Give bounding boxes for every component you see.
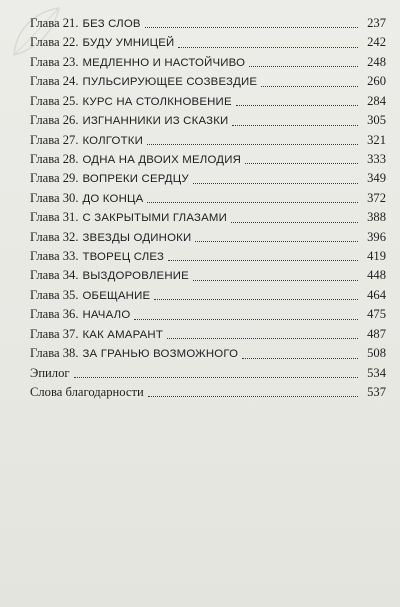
toc-entry-label: Глава 25. bbox=[30, 93, 79, 108]
toc-entry-title: ОДНА НА ДВОИХ МЕЛОДИЯ bbox=[82, 153, 242, 166]
toc-entry-label: Глава 38. bbox=[30, 346, 79, 361]
dot-leader bbox=[193, 279, 358, 281]
toc-page-number: 464 bbox=[367, 287, 386, 302]
toc-page-number: 333 bbox=[367, 151, 386, 166]
toc-page-number: 508 bbox=[367, 346, 386, 361]
toc-entry bbox=[30, 307, 386, 326]
toc-entry bbox=[30, 230, 386, 249]
dot-leader bbox=[242, 357, 358, 359]
toc-entry-title: КОЛГОТКИ bbox=[82, 134, 143, 147]
dot-leader bbox=[168, 259, 358, 261]
dot-leader bbox=[154, 298, 358, 300]
toc-entry bbox=[30, 74, 386, 93]
toc-entry-title: С ЗАКРЫТЫМИ ГЛАЗАМИ bbox=[82, 212, 227, 225]
toc-entry-label: Глава 30. bbox=[30, 190, 79, 205]
toc-page-number: 284 bbox=[367, 93, 386, 108]
toc-entry-label: Глава 24. bbox=[30, 74, 79, 89]
toc-entry-title: КУРС НА СТОЛКНОВЕНИЕ bbox=[82, 95, 232, 108]
toc-entry bbox=[30, 171, 386, 190]
toc-entry-label: Глава 23. bbox=[30, 54, 79, 69]
toc-entry-title: БУДУ УМНИЦЕЙ bbox=[82, 37, 175, 50]
dot-leader bbox=[249, 65, 358, 67]
dot-leader bbox=[193, 182, 358, 184]
toc-entry bbox=[30, 385, 386, 404]
dot-leader bbox=[147, 201, 358, 203]
toc-entry-label: Глава 28. bbox=[30, 151, 79, 166]
toc-entry bbox=[30, 249, 386, 268]
toc-page-number: 534 bbox=[367, 365, 386, 380]
toc-entry-title: ВЫЗДОРОВЛЕНИЕ bbox=[82, 270, 189, 283]
toc-entry-label: Эпилог bbox=[30, 365, 70, 380]
toc-page-number: 248 bbox=[367, 54, 386, 69]
toc-entry bbox=[30, 55, 386, 74]
toc-entry bbox=[30, 133, 386, 152]
toc-entry bbox=[30, 191, 386, 210]
toc-entry-title: КАК АМАРАНТ bbox=[82, 328, 164, 341]
toc-entry-title: МЕДЛЕННО И НАСТОЙЧИВО bbox=[82, 56, 246, 69]
toc-page-number: 396 bbox=[367, 229, 386, 244]
dot-leader bbox=[134, 318, 358, 320]
toc-entry-label: Глава 36. bbox=[30, 307, 79, 322]
toc-entry bbox=[30, 35, 386, 54]
toc-page-number: 487 bbox=[367, 326, 386, 341]
dot-leader bbox=[147, 143, 358, 145]
dot-leader bbox=[236, 104, 358, 106]
toc-entry-label: Глава 26. bbox=[30, 113, 79, 128]
toc-entry-label: Глава 35. bbox=[30, 287, 79, 302]
toc-entry-title: ИЗГНАННИКИ ИЗ СКАЗКИ bbox=[82, 115, 229, 128]
table-of-contents bbox=[30, 16, 386, 404]
toc-page-number: 242 bbox=[367, 35, 386, 50]
dot-leader bbox=[167, 337, 358, 339]
toc-entry bbox=[30, 268, 386, 287]
dot-leader bbox=[178, 46, 358, 48]
toc-entry bbox=[30, 94, 386, 113]
toc-page-number: 260 bbox=[367, 74, 386, 89]
toc-entry-label: Глава 34. bbox=[30, 268, 79, 283]
toc-page-number: 448 bbox=[367, 268, 386, 283]
dot-leader bbox=[148, 395, 358, 397]
toc-entry-title: ЗВЕЗДЫ ОДИНОКИ bbox=[82, 231, 192, 244]
toc-entry-title: ОБЕЩАНИЕ bbox=[82, 289, 151, 302]
toc-entry bbox=[30, 152, 386, 171]
dot-leader bbox=[245, 162, 358, 164]
toc-entry-label: Глава 32. bbox=[30, 229, 79, 244]
toc-entry-title: НАЧАЛО bbox=[82, 309, 131, 322]
toc-entry bbox=[30, 210, 386, 229]
toc-entry bbox=[30, 288, 386, 307]
toc-entry-label: Глава 33. bbox=[30, 249, 79, 264]
toc-page-number: 372 bbox=[367, 190, 386, 205]
toc-page-number: 537 bbox=[367, 385, 386, 400]
toc-entry bbox=[30, 16, 386, 35]
dot-leader bbox=[231, 221, 358, 223]
toc-entry-label: Глава 21. bbox=[30, 16, 79, 30]
toc-page-number: 475 bbox=[367, 307, 386, 322]
toc-entry-label: Глава 27. bbox=[30, 132, 79, 147]
dot-leader bbox=[232, 124, 358, 126]
toc-entry-label: Слова благодарности bbox=[30, 385, 144, 400]
dot-leader bbox=[261, 85, 358, 87]
toc-entry-label: Глава 22. bbox=[30, 35, 79, 50]
dot-leader bbox=[74, 376, 358, 378]
toc-entry-title: ДО КОНЦА bbox=[82, 192, 144, 205]
toc-entry-title: БЕЗ СЛОВ bbox=[82, 18, 141, 30]
toc-entry bbox=[30, 113, 386, 132]
dot-leader bbox=[195, 240, 358, 242]
toc-entry-title: ПУЛЬСИРУЮЩЕЕ СОЗВЕЗДИЕ bbox=[82, 76, 258, 89]
toc-page-number: 419 bbox=[367, 249, 386, 264]
toc-entry bbox=[30, 327, 386, 346]
toc-page-number: 349 bbox=[367, 171, 386, 186]
toc-page-number: 321 bbox=[367, 132, 386, 147]
toc-entry bbox=[30, 366, 386, 385]
toc-entry bbox=[30, 346, 386, 365]
toc-page-number: 388 bbox=[367, 210, 386, 225]
toc-entry-title: ЗА ГРАНЬЮ ВОЗМОЖНОГО bbox=[82, 348, 239, 361]
toc-entry-label: Глава 37. bbox=[30, 326, 79, 341]
toc-entry-label: Глава 29. bbox=[30, 171, 79, 186]
toc-entry-title: ВОПРЕКИ СЕРДЦУ bbox=[82, 173, 189, 186]
dot-leader bbox=[145, 26, 358, 28]
toc-page-number: 237 bbox=[367, 16, 386, 30]
toc-entry-label: Глава 31. bbox=[30, 210, 79, 225]
toc-page-number: 305 bbox=[367, 113, 386, 128]
toc-entry-title: ТВОРЕЦ СЛЕЗ bbox=[82, 251, 165, 264]
